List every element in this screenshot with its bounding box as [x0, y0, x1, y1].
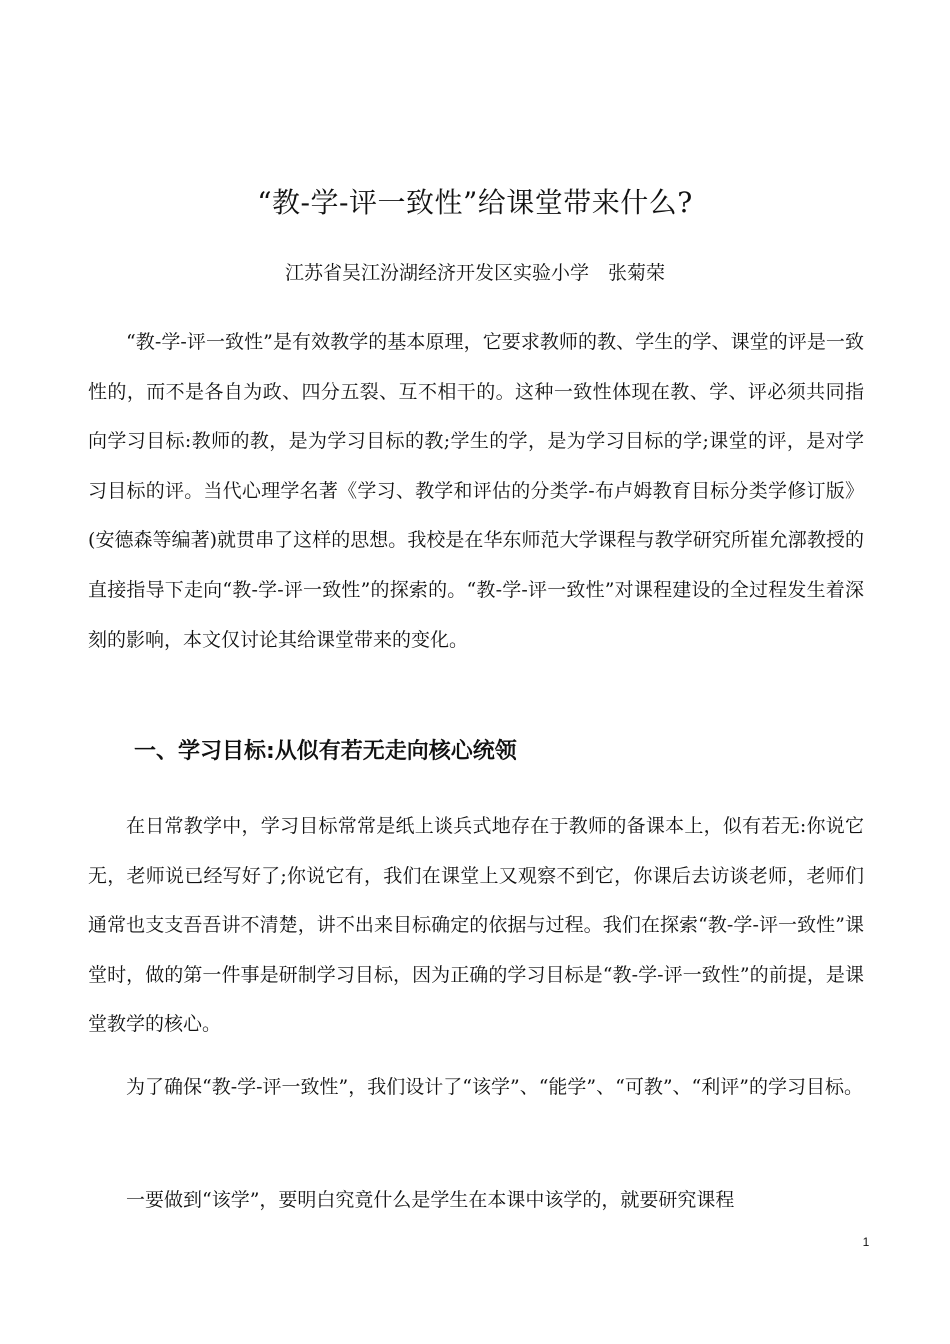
page-number: 1	[862, 1235, 870, 1249]
body-paragraph: 在日常教学中，学习目标常常是纸上谈兵式地存在于教师的备课本上，似有若无:你说它无，老师说已经写好了;你说它有，我们在课堂上又观察不到它，你课后去访谈老师，老师们通常也支支吾吾讲不清楚，讲不出来目标确定的依据与过程。我们在探索“教-学-评一致性”课堂时，做的第一件事是研制学习目标，因为正确的学习目标是“教-学-评一致性”的前提，是课堂教学的核心。	[88, 815, 864, 1036]
document-title: “教-学-评一致性”给课堂带来什么?	[257, 186, 693, 219]
section-heading: 一、学习目标:从似有若无走向核心统领	[134, 739, 517, 764]
author-line: 江苏省吴江汾湖经济开发区实验小学 张菊荣	[284, 262, 665, 284]
body-paragraph: 一要做到“该学”，要明白究竟什么是学生在本课中该学的，就要研究课程	[126, 1189, 735, 1211]
intro-paragraph: “教-学-评一致性”是有效教学的基本原理，它要求教师的教、学生的学、课堂的评是一致性的，而不是各自为政、四分五裂、互不相干的。这种一致性体现在教、学、评必须共同指向学习目标:教师的教，是为学习目标的教;学生的学，是为学习目标的学;课堂的评，是对学习目标的评。当代心理学名著《学习、教学和评估的分类学-布卢姆教育目标分类学修订版》(安德森等编著)就贯串了这样的思想。我校是在华东师范大学课程与教学研究所崔允漷教授的直接指导下走向“教-学-评一致性”的探索的。“教-学-评一致性”对课程建设的全过程发生着深刻的影响，本文仅讨论其给课堂带来的变化。	[88, 331, 864, 651]
body-paragraph: 为了确保“教-学-评一致性”，我们设计了“该学”、“能学”、“可教”、“利评”的学习目标。	[126, 1076, 863, 1098]
